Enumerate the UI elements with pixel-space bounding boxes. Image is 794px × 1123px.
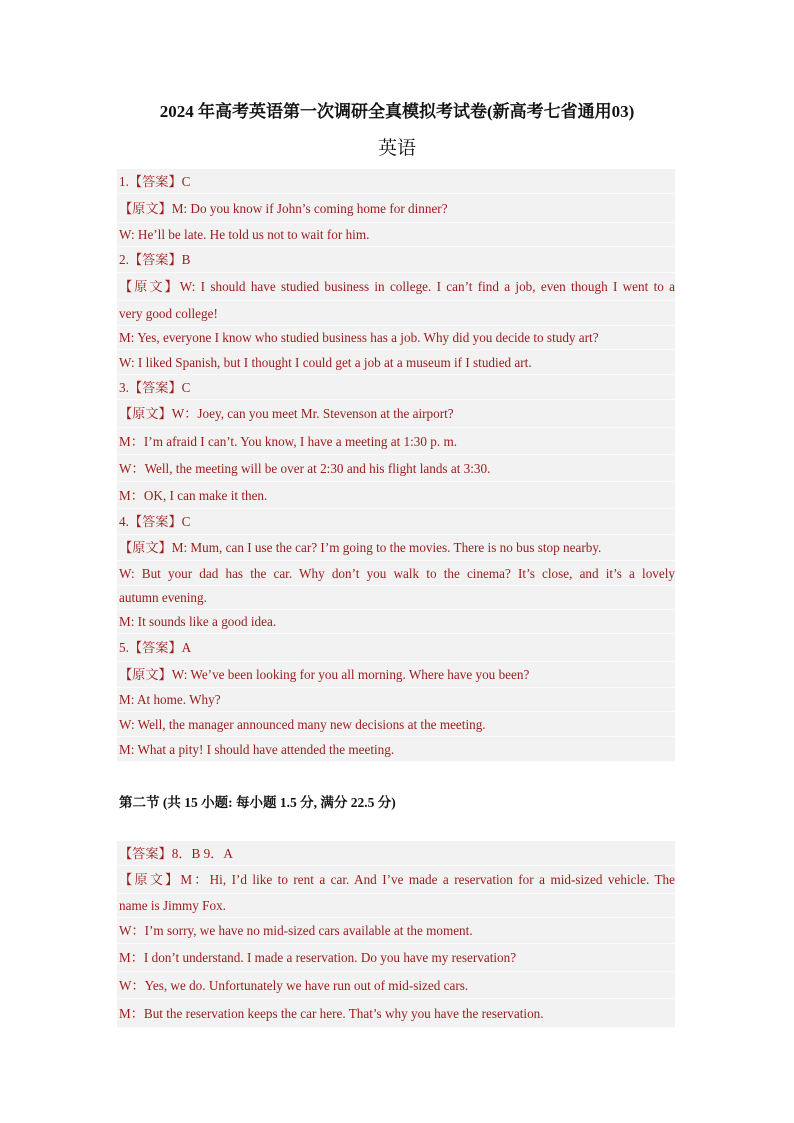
transcript-line: 【答案】8．B 9．A	[117, 841, 675, 866]
document-subtitle: 英语	[377, 138, 416, 159]
transcript-line: name is Jimmy Fox.	[117, 894, 675, 918]
transcript-line: W: But your dad has the car. Why don’t you walk to the cinema? It’s close, and it’s a lovely	[117, 561, 675, 586]
transcript-line: W: I liked Spanish, but I thought I could get a job at a museum if I studied art.	[117, 350, 675, 375]
transcript-line: 【原文】W: I should have studied business in college. I can’t find a job, even though I went to a	[117, 273, 675, 301]
transcript-line: 【原文】M: Do you know if John’s coming home for dinner?	[117, 194, 675, 223]
transcript-line: M：OK, I can make it then.	[117, 482, 675, 509]
transcript-line: 【原文】W: We’ve been looking for you all morning. Where have you been?	[117, 662, 675, 688]
transcript-line: M: Yes, everyone I know who studied business has a job. Why did you decide to study art?	[117, 326, 675, 350]
transcript-line: M：But the reservation keeps the car here. That’s why you have the reservation.	[117, 999, 675, 1028]
transcript-line: M: At home. Why?	[117, 688, 675, 712]
transcript-line: autumn evening.	[117, 586, 675, 610]
transcript-line: M: What a pity! I should have attended the meeting.	[117, 737, 675, 762]
document-title: 2024 年高考英语第一次调研全真模拟考试卷(新高考七省通用03)	[159, 102, 635, 121]
transcript-line: M: It sounds like a good idea.	[117, 610, 675, 634]
transcript-line: W：Yes, we do. Unfortunately we have run out of mid-sized cars.	[117, 972, 675, 999]
transcript-line: M：I don’t understand. I made a reservation. Do you have my reservation?	[117, 944, 675, 972]
transcript-line: 3.【答案】C	[117, 375, 675, 400]
transcript-line: 2.【答案】B	[117, 247, 675, 273]
section2-heading: 第二节 (共 15 小题: 每小题 1.5 分, 满分 22.5 分)	[119, 795, 396, 810]
section2-transcript	[117, 841, 675, 1028]
transcript-line: W：I’m sorry, we have no mid-sized cars available at the moment.	[117, 918, 675, 944]
transcript-line: M：I’m afraid I can’t. You know, I have a meeting at 1:30 p. m.	[117, 428, 675, 455]
transcript-line: 【原文】W：Joey, can you meet Mr. Stevenson at the airport?	[117, 400, 675, 428]
transcript-line: 【原文】M: Mum, can I use the car? I’m going to the movies. There is no bus stop nearby.	[117, 535, 675, 561]
transcript-line: W: Well, the manager announced many new decisions at the meeting.	[117, 712, 675, 737]
transcript-line: W：Well, the meeting will be over at 2:30 and his flight lands at 3:30.	[117, 455, 675, 482]
transcript-line: very good college!	[117, 301, 675, 326]
transcript-line: 1.【答案】C	[117, 169, 675, 194]
transcript-line: 4.【答案】C	[117, 509, 675, 535]
transcript-line: 【原文】M：Hi, I’d like to rent a car. And I’ve made a reservation for a mid-sized vehicle. The	[117, 866, 675, 894]
section1-transcript	[117, 169, 675, 762]
transcript-line: 5.【答案】A	[117, 634, 675, 662]
transcript-line: W: He’ll be late. He told us not to wait for him.	[117, 223, 675, 247]
